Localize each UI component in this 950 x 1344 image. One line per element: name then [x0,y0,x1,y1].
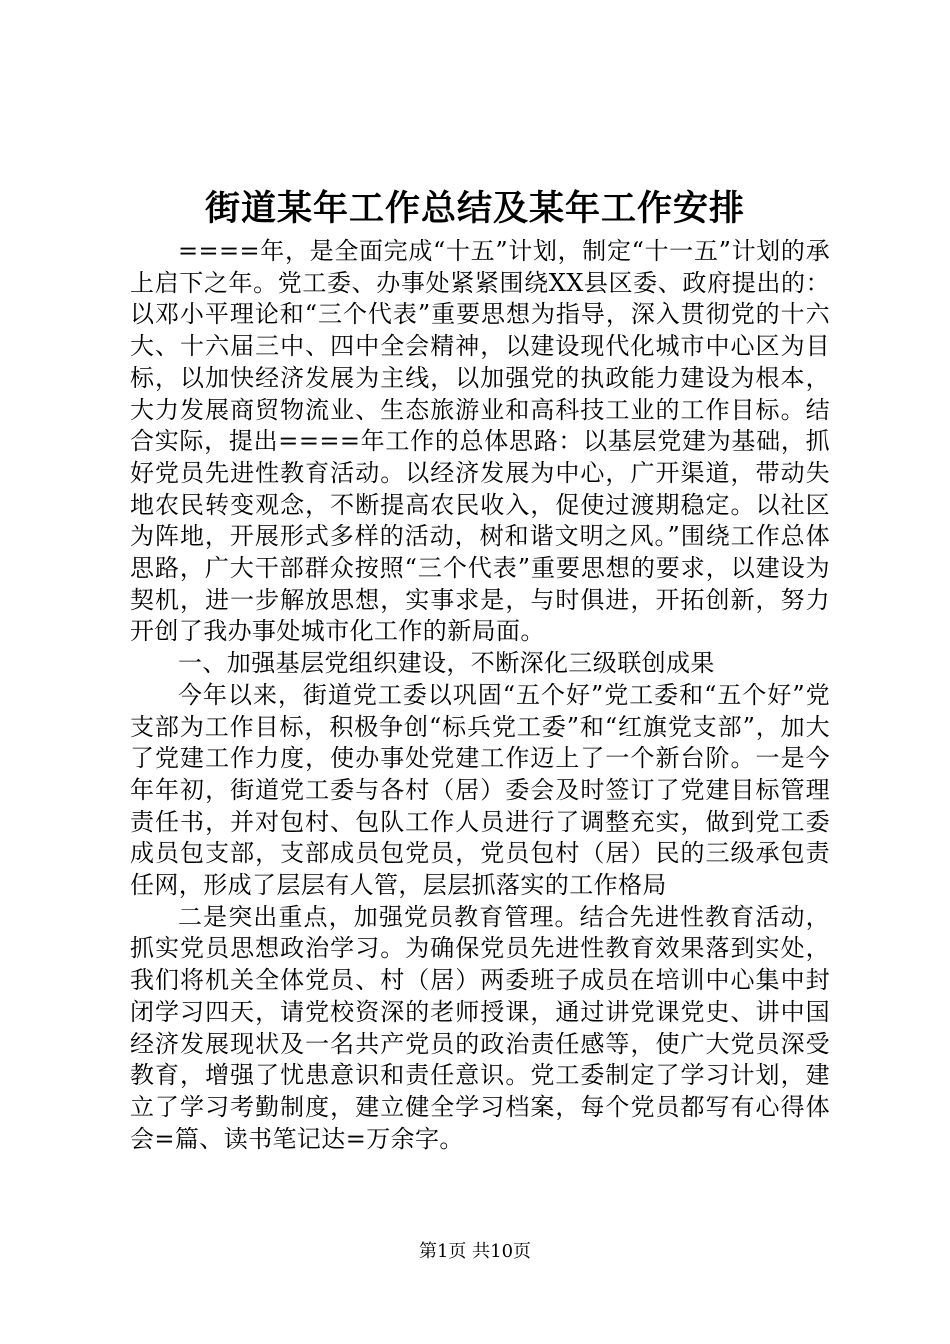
paragraph-party-building: 今年以来，街道党工委以巩固“五个好”党工委和“五个好”党支部为工作目标，积极争创“标兵党工委”和“红旗党支部”，加大了党建工作力度，使办事处党建工作迈上了一个新台阶。一是今年年初，街道党工委与各村（居）委会及时签订了党建目标管理责任书，并对包村、包队工作人员进行了调整充实，做到党工委成员包支部，支部成员包党员，党员包村（居）民的三级承包责任网，形成了层层有人管，层层抓落实的工作格局 [130,680,830,900]
paragraph-intro: ====年，是全面完成“十五”计划，制定“十一五”计划的承上启下之年。党工委、办事处紧紧围绕XX县区委、政府提出的：以邓小平理论和“三个代表”重要思想为指导，深入贯彻党的十六大、十六届三中、四中全会精神，以建设现代化城市中心区为目标，以加快经济发展为主线，以加强党的执政能力建设为根本，大力发展商贸物流业、生态旅游业和高科技工业的工作目标。结合实际，提出====年工作的总体思路：以基层党建为基础，抓好党员先进性教育活动。以经济发展为中心，广开渠道，带动失地农民转变观念，不断提高农民收入，促使过渡期稳定。以社区为阵地，开展形式多样的活动，树和谐文明之风。”围绕工作总体思路，广大干部群众按照“三个代表”重要思想的要求，以建设为契机，进一步解放思想，实事求是，与时俱进，开拓创新，努力开创了我办事处城市化工作的新局面。 [130,237,830,646]
page-footer: 第1页 共10页 [418,1241,532,1262]
document-body [130,236,830,1155]
paragraph-member-education: 二是突出重点，加强党员教育管理。结合先进性教育活动，抓实党员思想政治学习。为确保党员先进性教育效果落到实处，我们将机关全体党员、村（居）两委班子成员在培训中心集中封闭学习四天，请党校资深的老师授课，通过讲党课党史、讲中国经济发展现状及一名共产党员的政治责任感等，使广大党员深受教育，增强了忧患意识和责任意识。党工委制定了学习计划，建立了学习考勤制度，建立健全学习档案，每个党员都写有心得体会=篇、读书笔记达=万余字。 [130,902,830,1153]
document-title: 街道某年工作总结及某年工作安排 [204,189,745,229]
section-heading: 一、加强基层党组织建设，不断深化三级联创成果 [178,649,715,678]
